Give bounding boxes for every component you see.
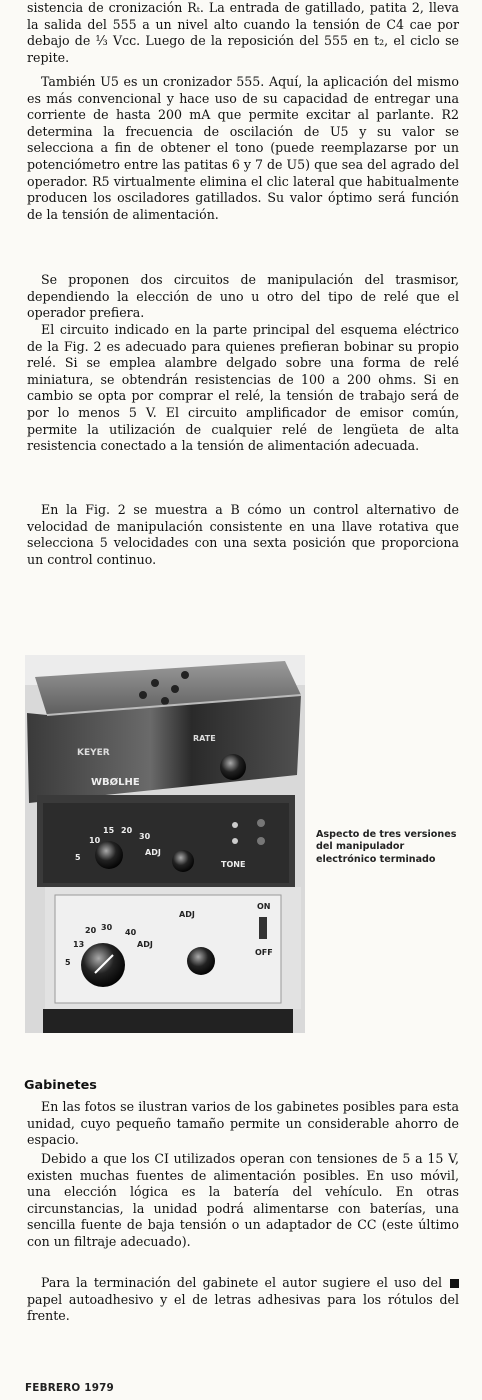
paragraph: Debido a que los CI utilizados operan con tensiones de 5 a 15 V, existen muchas fuentes de alimentación posibles. En uso móvil, una elección lógica es la batería del vehículo. En otras circunstancias, la unidad podrá alimentarse con baterías, una sencilla fuente de baja tensión o un adaptador de CC (este último con un filtraje adecuado).	[27, 1151, 459, 1249]
paragraph: Se proponen dos circuitos de manipulación del trasmisor, dependiendo la elección de uno u otro del tipo de relé que el operador prefiera.	[27, 272, 459, 321]
callsign-label: WBØLHE	[91, 777, 140, 788]
scale-tick: 40	[125, 928, 137, 937]
tone-label: TONE	[221, 860, 246, 869]
paragraph: En las fotos se ilustran varios de los gabinetes posibles para esta unidad, cuyo pequeño tamaño permite un considerable ahorro de espacio.	[27, 1099, 459, 1148]
scale-tick: 20	[85, 926, 97, 935]
photo-caption: Aspecto de tres versiones del manipulador electrónico terminado	[316, 829, 457, 865]
paragraph: En la Fig. 2 se muestra a B cómo un control alternativo de velocidad de manipulación consistente en una llave rotativa que selecciona 5 velocidades con una sexta posición que proporciona un control continuo.	[27, 502, 459, 567]
paragraph: También U5 es un cronizador 555. Aquí, la aplicación del mismo es más convencional y hace uso de su capacidad de entregar una corriente de hasta 200 mA que permite excitar al parlante. R2 determina la frecuencia de oscilación de U5 y su valor se selecciona a fin de obtener el tono (puede reemplazarse por un potenciómetro entre las patitas 6 y 7 de U5) que sea del agrado del operador. R5 virtualmente elimina el clic lateral que habitualmente producen los osciladores gatillados. Su valor óptimo será función de la tensión de alimentación.	[27, 74, 459, 222]
power-switch	[259, 917, 267, 939]
adj-label: ADJ	[179, 910, 195, 919]
paragraph: El circuito indicado en la parte principal del esquema eléctrico de la Fig. 2 es adecuado para quienes prefieran bobinar su propio relé. Si se emplea alambre delgado sobre una forma de relé miniatura, se obtendrán resistencias de 100 a 200 ohms. Si en cambio se opta por comprar el relé, la tensión de trabajo será de por lo menos 5 V. El circuito amplificador de emisor común, permite la utilización de cualquier relé de lengüeta de alta resistencia conectado a la tensión de alimentación adecuada.	[27, 322, 459, 454]
off-label: OFF	[255, 948, 273, 957]
paragraph	[27, 1275, 459, 1325]
speed-knob	[95, 841, 123, 869]
scale-tick: 20	[121, 826, 133, 835]
adj-label: ADJ	[145, 848, 161, 857]
issue-date-footer: FEBRERO 1979	[25, 1382, 114, 1394]
scale-tick: 5	[75, 853, 81, 862]
paragraph-text: Para la terminación del gabinete el autor sugiere el uso del papel autoadhesivo y el de letras adhesivas para los rótulos del frente.	[27, 1275, 459, 1324]
scale-tick: 15	[103, 826, 115, 835]
adj-knob	[187, 947, 215, 975]
scale-tick: 13	[73, 940, 85, 949]
scale-tick: 30	[101, 923, 113, 932]
adj-label: ADJ	[137, 940, 153, 949]
scale-tick: 30	[139, 832, 151, 841]
paragraph: sistencia de cronización Rₜ. La entrada de gatillado, patita 2, lleva la salida del 555 a un nivel alto cuando la tensión de C4 cae por debajo de ⅓ Vᴄᴄ. Luego de la reposición del 555 en t₂, el ciclo se repite.	[27, 0, 459, 65]
adj-knob	[172, 850, 194, 872]
scale-tick: 5	[65, 958, 71, 967]
keyer-photo	[25, 655, 305, 1033]
scale-tick: 10	[89, 836, 101, 845]
on-label: ON	[257, 902, 271, 911]
section-heading: Gabinetes	[24, 1078, 97, 1093]
rate-knob	[220, 754, 246, 780]
keyer-label: KEYER	[77, 748, 110, 758]
rate-label: RATE	[193, 734, 216, 743]
end-of-article-mark	[450, 1279, 459, 1288]
